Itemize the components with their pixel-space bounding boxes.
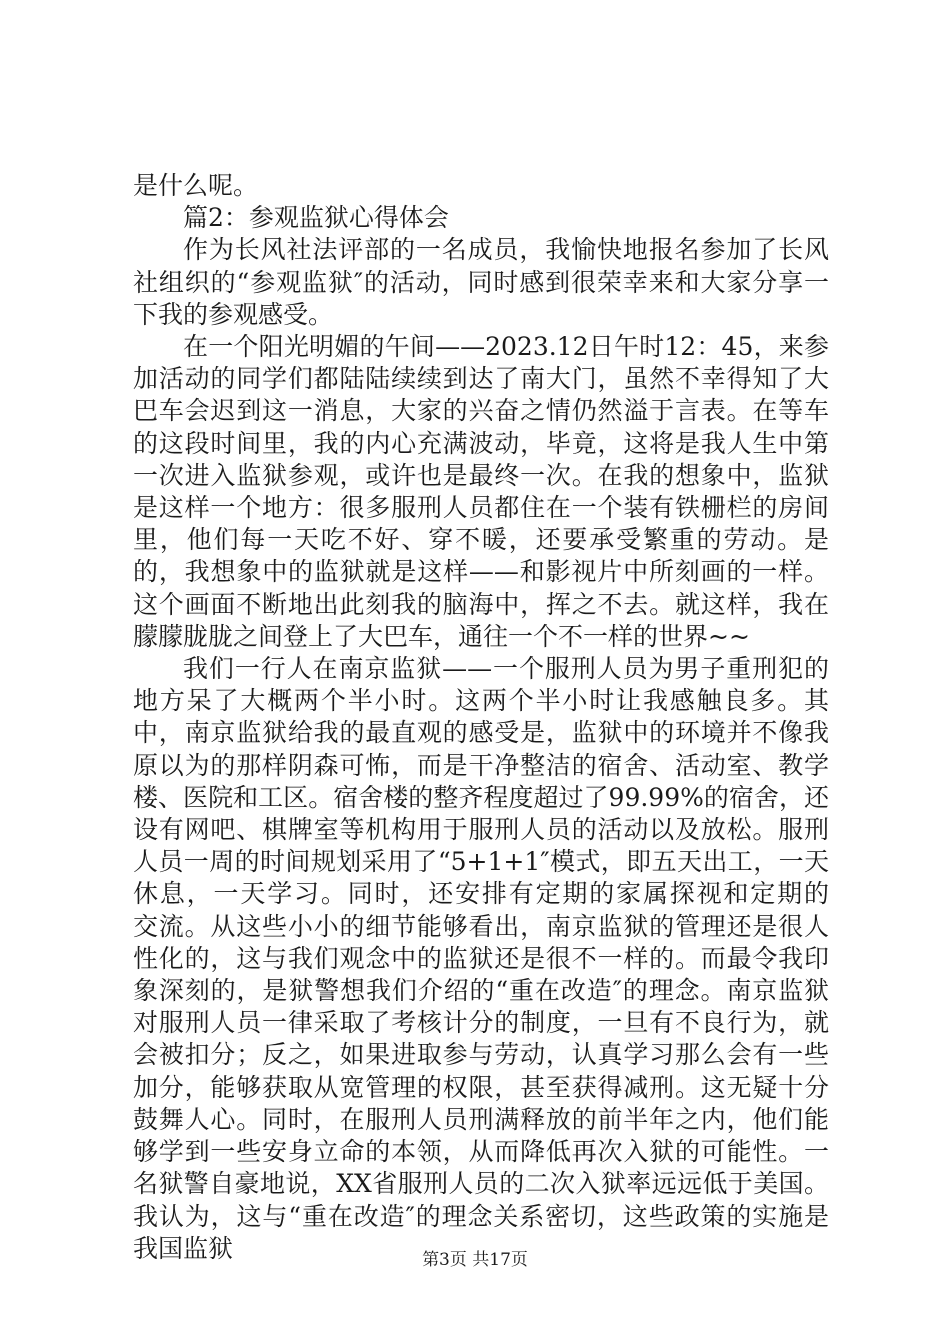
paragraph: 是什么呢。: [133, 171, 259, 200]
document-body: [133, 170, 862, 1265]
paragraph: 作为长风社法评部的一名成员，我愉快地报名参加了长风社组织的“参观监狱″的活动，同时感到很荣幸来和大家分享一下我的参观感受。: [133, 235, 829, 329]
paragraph: 在一个阳光明媚的午间——2023.12日午时12：45，来参加活动的同学们都陆陆续续到达了南大门，虽然不幸得知了大巴车会迟到这一消息，大家的兴奋之情仍然溢于言表。在等车的这段时间里，我的内心充满波动，毕竟，这将是我人生中第一次进入监狱参观，或许也是最终一次。在我的想象中，监狱是这样一个地方：很多服刑人员都住在一个装有铁栅栏的房间里，他们每一天吃不好、穿不暖，还要承受繁重的劳动。是的，我想象中的监狱就是这样——和影视片中所刻画的一样。这个画面不断地出此刻我的脑海中，挥之不去。就这样，我在朦朦胧胧之间登上了大巴车，通往一个不一样的世界~~: [133, 332, 829, 651]
section-heading: 篇2：参观监狱心得体会: [183, 203, 449, 233]
page-footer: 第3页 共17页: [422, 1250, 528, 1270]
paragraph: 我们一行人在南京监狱——一个服刑人员为男子重刑犯的地方呆了大概两个半小时。这两个半小时让我感触良多。其中，南京监狱给我的最直观的感受是，监狱中的环境并不像我原以为的那样阴森可怖，而是干净整洁的宿舍、活动室、教学楼、医院和工区。宿舍楼的整齐程度超过了99.99%的宿舍，还设有网吧、棋牌室等机构用于服刑人员的活动以及放松。服刑人员一周的时间规划采用了“5+1+1″模式，即五天出工，一天休息，一天学习。同时，还安排有定期的家属探视和定期的 交流。从这些小小的细节能够看出，南京监狱的管理还是很人性化的，这与我们观念中的监狱还是很不一样的。而最令我印象深刻的，是狱警想我们介绍的“重在改造″的理念。南京监狱对服刑人员一律采取了考核计分的制度，一旦有不良行为，就会被扣分；反之，如果进取参与劳动，认真学习那么会有一些加分，能够获取从宽管理的权限，甚至获得减刑。这无疑十分鼓舞人心。同时，在服刑人员刑满释放的前半年之内，他们能够学到一些安身立命的本领，从而降低再次入狱的可能性。一名狱警自豪地说，XX省服刑人员的二次入狱率远远低于美国。我认为，这与“重在改造″的理念关系密切，这些政策的实施是我国监狱: [133, 654, 862, 1263]
